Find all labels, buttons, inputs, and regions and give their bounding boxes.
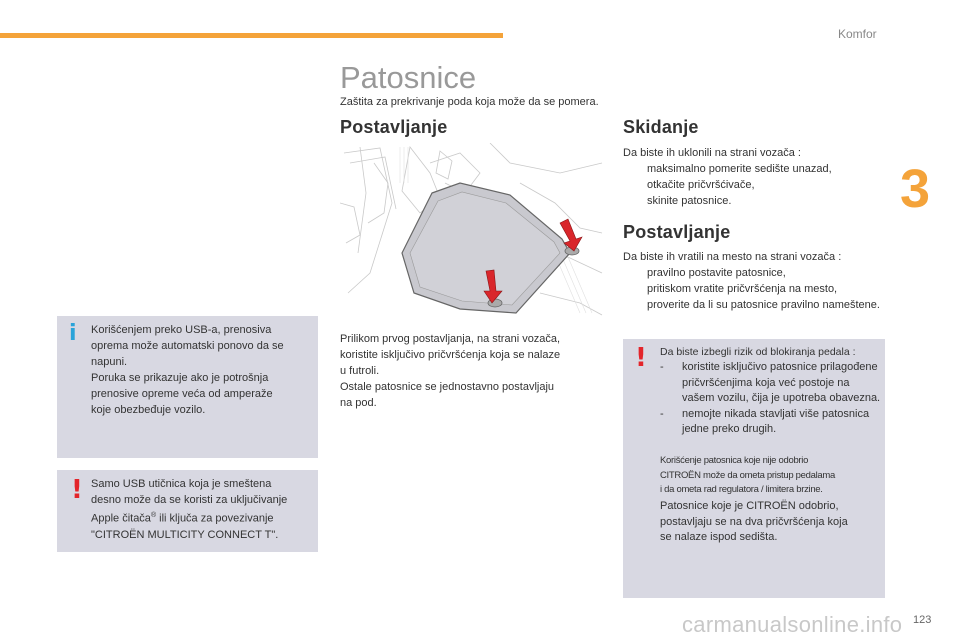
left-paragraph-line: Prilikom prvog postavljanja, na strani vozača,: [340, 333, 561, 345]
heading-skidanje: Skidanje: [623, 117, 699, 137]
step-text: otkačite pričvršćivače,: [647, 179, 755, 191]
info-line: Poruka se prikazuje ako je potrošnja: [91, 372, 269, 384]
list-item: [623, 297, 883, 313]
small-note-line: CITROËN može da ometa pristup pedalama: [660, 469, 835, 481]
info-box-text: [91, 322, 313, 418]
heading-postavljanje-right: Postavljanje: [623, 222, 731, 242]
info-line: oprema može automatski ponovo da se: [91, 340, 284, 352]
registered-mark: ®: [150, 512, 157, 519]
warning-line-part: ili ključa za povezivanje: [156, 512, 274, 525]
warning-box-pedals: [623, 339, 885, 598]
info-line: Korišćenjem preko USB-a, prenosiva: [91, 324, 272, 336]
info-line: koje obezbeđuje vozilo.: [91, 404, 206, 416]
page-title: Patosnice: [340, 60, 477, 95]
step-text: maksimalno pomerite sedište unazad,: [647, 163, 832, 175]
section-label: Komfor: [838, 27, 877, 41]
list-item: [623, 177, 883, 193]
end-note-line: se nalaze ispod sedišta.: [660, 531, 778, 543]
skidanje-steps: [623, 161, 883, 209]
warning-box-usb: [57, 470, 318, 552]
warning-item-text: nemojte nikada stavljati više patosnica jedne preko drugih.: [682, 407, 870, 435]
info-line: napuni.: [91, 356, 128, 368]
postavljanje-intro: Da biste ih vratili na mesto na strani vozača :: [623, 251, 842, 263]
left-paragraph-line: Ostale patosnice se jednostavno postavljaju: [340, 381, 555, 393]
skidanje-intro: Da biste ih uklonili na strani vozača :: [623, 147, 801, 159]
info-line: prenosive opreme veća od amperaže: [91, 388, 273, 400]
floor-mat-illustration: [340, 143, 603, 318]
list-item: [660, 407, 882, 438]
warning-icon: !: [71, 475, 83, 505]
dash-marker: -: [660, 407, 664, 420]
watermark: carmanualsonline.info: [682, 612, 903, 637]
warning-box-usb-text: [91, 476, 313, 543]
step-text: pravilno postavite patosnice,: [647, 267, 786, 279]
list-item: [623, 161, 883, 177]
chapter-number: 3: [900, 159, 931, 219]
left-paragraph: [340, 331, 596, 411]
header-accent-bar: [0, 33, 503, 38]
warning-line: desno može da se koristi za uključivanje: [91, 494, 288, 506]
list-item: [623, 265, 883, 281]
warning-icon: !: [635, 343, 647, 373]
postavljanje-steps: [623, 265, 883, 313]
warning-lead: Da biste izbegli rizik od blokiranja pedala :: [660, 346, 856, 358]
left-paragraph-line: na pod.: [340, 397, 377, 409]
warning-item-text: koristite isključivo patosnice prilagođene pričvršćenjima koja već postoje na vašem vozilu, čija je upotreba obavezna.: [682, 361, 881, 404]
warning-line: [91, 508, 313, 527]
end-note-line: Patosnice koje je CITROËN odobrio,: [660, 500, 839, 512]
left-paragraph-line: koristite isključivo pričvršćenja koja se nalaze: [340, 349, 561, 361]
step-text: proverite da li su patosnice pravilno nameštene.: [647, 299, 880, 311]
step-text: pritiskom vratite pričvršćenja na mesto,: [647, 283, 838, 295]
info-box: [57, 316, 318, 458]
warning-list: [660, 360, 882, 438]
left-paragraph-line: u futroli.: [340, 365, 380, 377]
warning-end-note: [660, 499, 882, 546]
warning-line: Samo USB utičnica koja je smeštena: [91, 478, 272, 490]
small-note-line: i da ometa rad regulatora / limitera brzine.: [660, 484, 823, 495]
page-number: 123: [913, 614, 932, 626]
warning-line-part: Apple čitača: [91, 512, 151, 525]
info-icon: i: [69, 321, 77, 346]
list-item: [660, 360, 882, 407]
end-note-line: postavljaju se na dva pričvršćenja koja: [660, 515, 848, 528]
warning-small-note: [660, 454, 888, 498]
step-text: skinite patosnice.: [647, 195, 732, 207]
warning-line: "CITROËN MULTICITY CONNECT T".: [91, 528, 279, 541]
page-subtitle: Zaštita za prekrivanje poda koja može da se pomera.: [340, 96, 599, 108]
heading-postavljanje-left: Postavljanje: [340, 117, 448, 137]
dash-marker: -: [660, 361, 664, 373]
list-item: [623, 281, 883, 297]
list-item: [623, 193, 883, 209]
small-note-line: Korišćenje patosnica koje nije odobrio: [660, 455, 809, 466]
